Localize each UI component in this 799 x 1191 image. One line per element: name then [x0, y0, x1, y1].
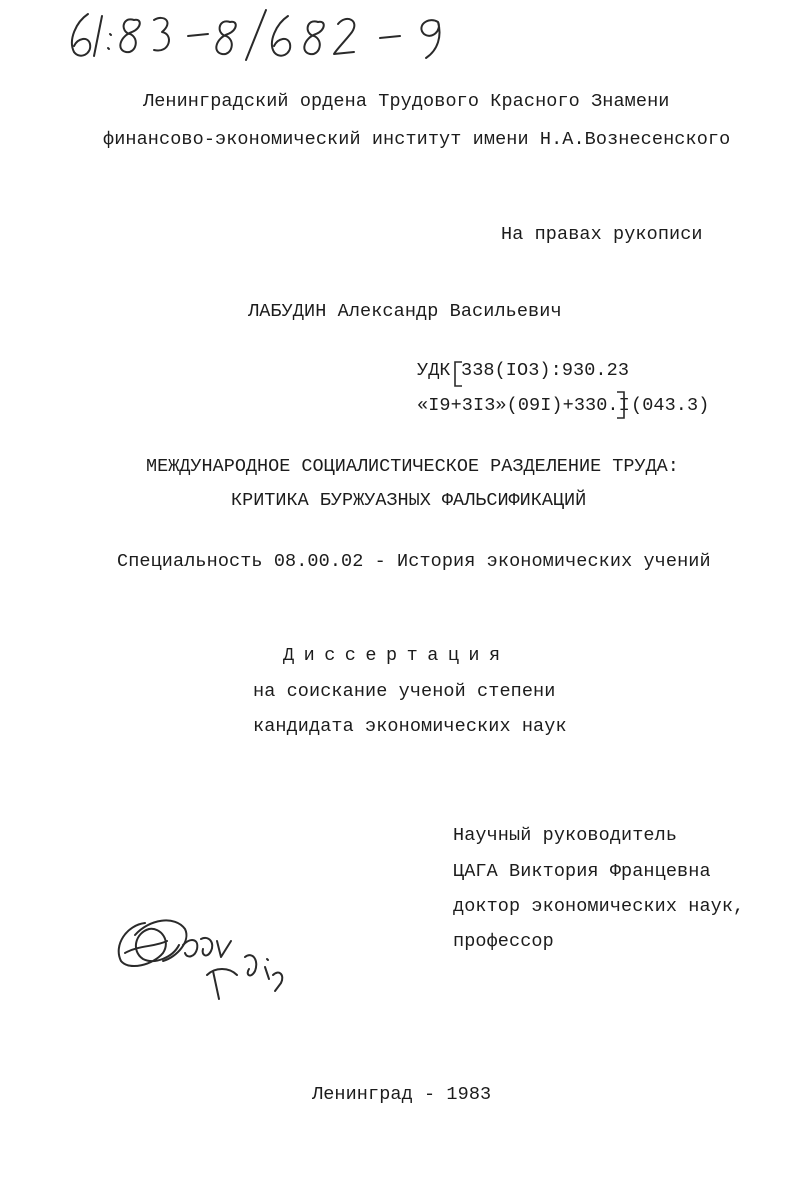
- institution-line-2: финансово-экономический институт имени Н.А.Вознесенского: [103, 129, 731, 150]
- specialty: Специальность 08.00.02 - История экономических учений: [117, 551, 711, 572]
- author-name: ЛАБУДИН Александр Васильевич: [248, 301, 562, 322]
- title-line-2: КРИТИКА БУРЖУАЗНЫХ ФАЛЬСИФИКАЦИЙ: [231, 490, 587, 511]
- supervisor-title: профессор: [453, 931, 554, 952]
- handwritten-shelfmark: [50, 0, 490, 70]
- rights-note: На правах рукописи: [501, 224, 703, 245]
- institution-line-1: Ленинградский ордена Трудового Красного Знамени: [143, 91, 670, 112]
- dissertation-line-2: кандидата экономических наук: [253, 716, 567, 737]
- udc-line-1: 338(IO3):930.23: [461, 360, 630, 381]
- place-year: Ленинград - 1983: [312, 1084, 492, 1105]
- udc-label: УДК: [417, 360, 451, 381]
- title-line-1: МЕЖДУНАРОДНОЕ СОЦИАЛИСТИЧЕСКОЕ РАЗДЕЛЕНИЕ ТРУДА:: [146, 456, 679, 477]
- supervisor-name: ЦАГА Виктория Францевна: [453, 861, 711, 882]
- udc-line-2: «I9+3I3»(09I)+330.I: [417, 395, 630, 416]
- dissertation-heading: Диссертация: [283, 645, 510, 666]
- supervisor-label: Научный руководитель: [453, 825, 678, 846]
- dissertation-line-1: на соискание ученой степени: [253, 681, 556, 702]
- udc-suffix: (043.3): [631, 395, 710, 416]
- supervisor-degree: доктор экономических наук,: [453, 896, 745, 917]
- author-signature: [105, 905, 295, 1015]
